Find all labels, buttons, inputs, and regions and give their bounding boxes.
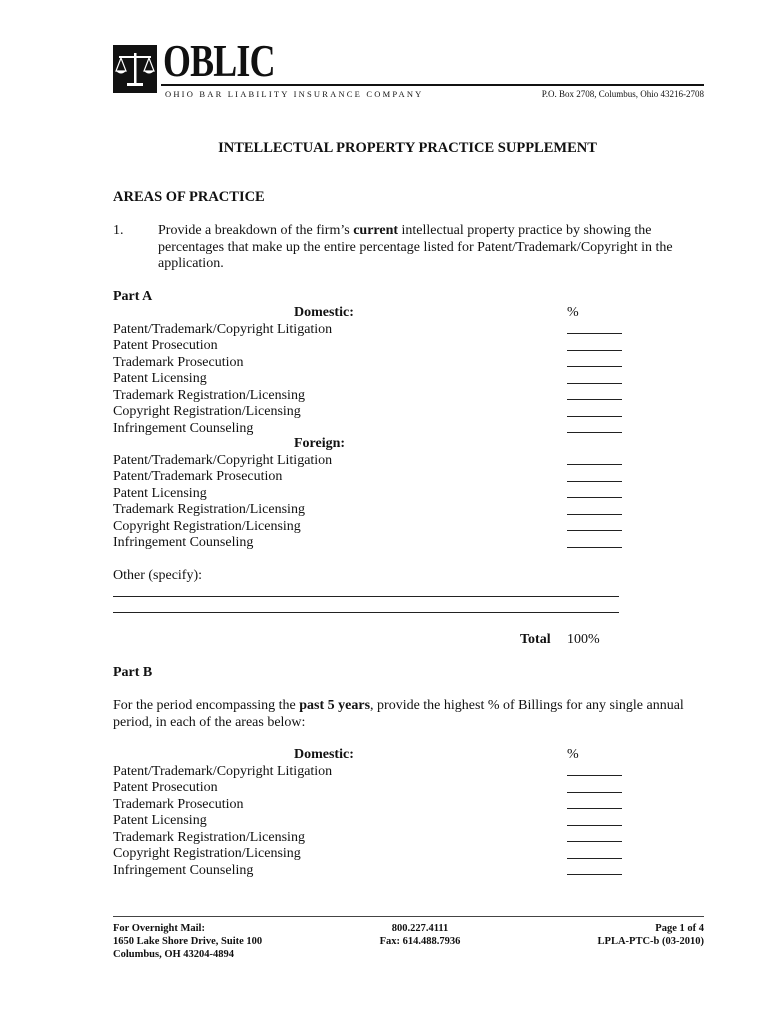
part-a-domestic-item: Patent Licensing	[113, 371, 207, 386]
part-b-label: Part B	[113, 665, 153, 680]
footer-fax: Fax: 614.488.7936	[379, 936, 461, 947]
logo-scales-icon	[113, 45, 157, 93]
part-a-foreign-item: Patent Licensing	[113, 485, 207, 501]
part-a-domestic-percent-field[interactable]	[567, 432, 622, 433]
question-number: 1.	[113, 223, 124, 238]
part-b-domestic-item: Infringement Counseling	[113, 862, 254, 878]
footer-form-id: LPLA-PTC-b (03-2010)	[597, 936, 704, 947]
question-text-line-3: application.	[158, 256, 224, 271]
part-a-label: Part A	[113, 289, 153, 304]
part-a-domestic-item: Trademark Registration/Licensing	[113, 387, 305, 403]
footer-mail-address-2: Columbus, OH 43204-4894	[113, 949, 235, 960]
company-address: P.O. Box 2708, Columbus, Ohio 43216-2708	[541, 89, 704, 99]
part-b-intro-line-2: period, in each of the areas below:	[113, 714, 306, 730]
part-b-domestic-item: Patent Licensing	[113, 813, 207, 828]
part-a-domestic-percent-field[interactable]	[567, 333, 622, 334]
footer-mail-address-1: 1650 Lake Shore Drive, Suite 100	[113, 936, 263, 947]
page-title: INTELLECTUAL PROPERTY PRACTICE SUPPLEMENT	[218, 140, 597, 156]
part-a-foreign-percent-field[interactable]	[567, 530, 622, 531]
other-specify-line-1[interactable]	[113, 596, 619, 597]
part-a-foreign-item: Patent/Trademark Prosecution	[113, 469, 283, 484]
part-b-domestic-percent-field[interactable]	[567, 775, 622, 776]
header-rule	[161, 84, 704, 86]
part-b-domestic-item: Patent/Trademark/Copyright Litigation	[113, 763, 333, 779]
part-a-domestic-item: Copyright Registration/Licensing	[113, 404, 301, 419]
part-a-domestic-percent-field[interactable]	[567, 366, 622, 367]
part-a-foreign-item: Copyright Registration/Licensing	[113, 518, 301, 534]
part-b-domestic-item: Patent Prosecution	[113, 780, 218, 795]
question-text-line-2: percentages that make up the entire percentage listed for Patent/Trademark/Copyright in the	[158, 239, 673, 255]
part-a-foreign-percent-field[interactable]	[567, 464, 622, 465]
part-b-percent-heading: %	[567, 747, 579, 762]
footer-phone: 800.227.4111	[391, 923, 449, 934]
part-a-domestic-percent-field[interactable]	[567, 416, 622, 417]
part-a-domestic-percent-field[interactable]	[567, 399, 622, 400]
part-a-domestic-item: Trademark Prosecution	[113, 354, 244, 370]
part-b-domestic-percent-field[interactable]	[567, 825, 622, 826]
footer-rule	[113, 916, 704, 917]
part-a-foreign-item: Trademark Registration/Licensing	[113, 502, 305, 517]
part-b-domestic-percent-field[interactable]	[567, 792, 622, 793]
part-b-domestic-percent-field[interactable]	[567, 808, 622, 809]
other-specify-label: Other (specify):	[113, 568, 203, 583]
other-specify-line-2[interactable]	[113, 612, 619, 613]
part-a-domestic-percent-field[interactable]	[567, 350, 622, 351]
part-a-foreign-item: Infringement Counseling	[113, 535, 254, 550]
part-a-foreign-item: Patent/Trademark/Copyright Litigation	[113, 452, 333, 468]
part-a-domestic-item: Patent Prosecution	[113, 338, 218, 353]
part-b-domestic-item: Copyright Registration/Licensing	[113, 846, 301, 861]
part-b-domestic-percent-field[interactable]	[567, 874, 622, 875]
footer-page-number: Page 1 of 4	[655, 923, 704, 934]
part-a-domestic-item: Patent/Trademark/Copyright Litigation	[113, 321, 333, 337]
logo-text: OBLIC	[163, 35, 275, 86]
part-b-domestic-item: Trademark Prosecution	[113, 796, 244, 812]
total-label: Total	[520, 632, 551, 647]
question-text-line-1: Provide a breakdown of the firm’s current intellectual property practice by showing the	[158, 223, 652, 238]
part-a-foreign-percent-field[interactable]	[567, 481, 622, 482]
part-a-domestic-item: Infringement Counseling	[113, 420, 254, 436]
part-a-foreign-percent-field[interactable]	[567, 514, 622, 515]
section-heading: AREAS OF PRACTICE	[113, 189, 265, 205]
company-name: OHIO BAR LIABILITY INSURANCE COMPANY	[165, 89, 424, 99]
part-b-intro-line-1: For the period encompassing the past 5 years, provide the highest % of Billings for any single annual	[113, 698, 684, 713]
part-a-domestic-percent-field[interactable]	[567, 383, 622, 384]
part-a-foreign-percent-field[interactable]	[567, 497, 622, 498]
part-b-domestic-item: Trademark Registration/Licensing	[113, 829, 305, 845]
total-value: 100%	[567, 632, 600, 647]
part-a-foreign-heading: Foreign:	[294, 436, 346, 451]
part-b-domestic-percent-field[interactable]	[567, 841, 622, 842]
part-b-domestic-percent-field[interactable]	[567, 858, 622, 859]
part-a-foreign-percent-field[interactable]	[567, 547, 622, 548]
part-a-percent-heading: %	[567, 305, 579, 320]
footer-mail-label: For Overnight Mail:	[113, 923, 205, 934]
part-b-domestic-heading: Domestic:	[294, 747, 354, 762]
part-a-domestic-heading: Domestic:	[294, 305, 354, 320]
